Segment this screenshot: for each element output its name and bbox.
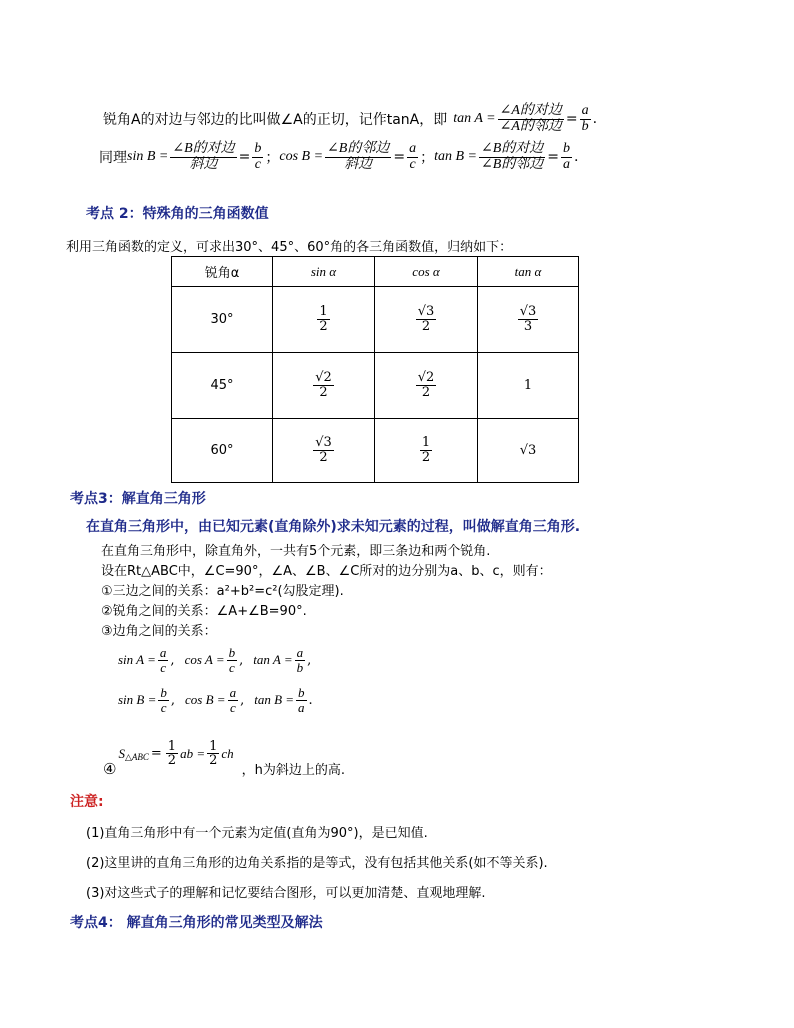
tan45: 1 bbox=[478, 353, 579, 419]
tan-b-a: b bbox=[563, 140, 570, 156]
area-sub: △ABC bbox=[124, 752, 149, 763]
area-f2-n: 1 bbox=[209, 738, 218, 754]
sin-b2-sep: , bbox=[170, 692, 176, 708]
tan-definition-line bbox=[103, 101, 597, 137]
sin-b2-lhs: sin B = bbox=[118, 692, 157, 707]
tan-b2-n: b bbox=[298, 684, 305, 700]
note-heading: 注意: bbox=[70, 794, 104, 810]
cos-b-a: a bbox=[409, 140, 417, 156]
header-cos: cos α bbox=[375, 257, 478, 287]
header-tan: tan α bbox=[478, 257, 579, 287]
cos-b-lhs: cos B = bbox=[279, 149, 324, 164]
area-tail: ，h为斜边上的高. bbox=[241, 763, 346, 778]
cos-a-lhs: cos A = bbox=[184, 652, 225, 667]
cos45-den: 2 bbox=[421, 385, 431, 400]
tan-b-num: ∠B的对边 bbox=[480, 140, 544, 156]
cos-b-b: c bbox=[409, 156, 416, 172]
area-eq: = bbox=[150, 746, 162, 762]
area-ab: ab = bbox=[180, 745, 206, 761]
angle-60: 60° bbox=[172, 419, 273, 483]
area-ch: ch bbox=[221, 745, 234, 761]
table-header-row bbox=[172, 257, 579, 287]
relations-row-b bbox=[118, 680, 313, 720]
sep-2: ； bbox=[420, 150, 435, 166]
area-s: S bbox=[118, 745, 125, 761]
cos60-num: 1 bbox=[421, 435, 431, 451]
tan-a-end: . bbox=[592, 111, 598, 127]
cos60-den: 2 bbox=[421, 450, 431, 465]
tan-a-ratio bbox=[498, 104, 564, 134]
tan-b-lhs: tan B = bbox=[434, 149, 477, 164]
tan60: √3 bbox=[478, 419, 579, 483]
section-2-heading: 考点 2：特殊角的三角函数值 bbox=[86, 206, 269, 222]
area-formula bbox=[103, 734, 345, 778]
tan30-num: √3 bbox=[519, 304, 537, 320]
header-angle: 锐角α bbox=[172, 257, 273, 287]
tan-a-den-letter: b bbox=[581, 118, 589, 134]
sin-a-lhs: sin A = bbox=[118, 652, 156, 667]
relation-sides-angles: ③边角之间的关系： bbox=[101, 624, 217, 639]
sin60-num: √3 bbox=[315, 435, 332, 451]
note-3: (3)对这些式子的理解和记忆要结合图形，可以更加清楚、直观地理解. bbox=[86, 886, 486, 901]
paragraph-setup: 设在Rt△ABC中，∠C=90°，∠A、∠B、∠C所对的边分别为a、b、c，则有： bbox=[101, 564, 552, 579]
section-2-intro: 利用三角函数的定义，可求出30°、45°、60°角的各三角函数值，归纳如下： bbox=[66, 240, 513, 255]
trig-values-table bbox=[171, 256, 579, 483]
sin-b-b: c bbox=[254, 156, 261, 172]
same-prefix: 同理 bbox=[99, 150, 127, 166]
cos-a-sep: , bbox=[239, 652, 244, 668]
sin45-den: 2 bbox=[319, 385, 328, 400]
sin-b-den: 斜边 bbox=[189, 156, 218, 172]
area-f2-d: 2 bbox=[209, 753, 218, 769]
tan-b-den: ∠B的邻边 bbox=[480, 156, 544, 172]
sin30-den: 2 bbox=[319, 319, 328, 334]
sin45-num: √2 bbox=[315, 370, 332, 386]
area-f1-d: 2 bbox=[167, 753, 177, 769]
relation-angles: ②锐角之间的关系：∠A+∠B=90°. bbox=[101, 604, 307, 619]
sep-1: ； bbox=[265, 150, 280, 166]
note-2: (2)这里讲的直角三角形的边角关系指的是等式，没有包括其他关系(如不等关系). bbox=[86, 856, 548, 871]
tan-a2-n: a bbox=[296, 644, 304, 660]
cos-a-d: c bbox=[229, 659, 235, 675]
paragraph-elements: 在直角三角形中，除直角外，一共有5个元素，即三条边和两个锐角. bbox=[101, 544, 491, 559]
sin-b2-d: c bbox=[160, 699, 167, 715]
same-line: 同理 sin B = $\frac{\text{∠B的对边}}{\text{斜边}}$ = $\frac{b}{c}$ ； cos B = $\frac{\text{∠B的邻边}}{\text{斜边}}$ = $\frac{a}{c}$ ； tan B = $\frac{\text{∠B的对边}}{\text{∠B的邻边}}$ = $\frac{b}{a}$ . bbox=[99, 140, 579, 172]
tan-a-lhs: tan A = bbox=[453, 111, 496, 126]
area-f1-n: 1 bbox=[167, 738, 177, 754]
definition-solve-right-triangle: 在直角三角形中，由已知元素(直角除外)求未知元素的过程，叫做解直角三角形. bbox=[86, 519, 581, 535]
tan-b-b: a bbox=[563, 156, 570, 172]
cos-b2-sep: , bbox=[240, 692, 245, 708]
cos-b2-d: c bbox=[229, 699, 236, 715]
sin-a-sep: , bbox=[170, 652, 175, 668]
section-4-heading: 考点4： 解直角三角形的常见类型及解法 bbox=[70, 915, 323, 931]
area-marker: ④ bbox=[103, 760, 117, 778]
cos30-den: 2 bbox=[421, 319, 431, 334]
sin-a-n: a bbox=[159, 644, 167, 660]
sin-a-d: c bbox=[160, 659, 167, 675]
table-row bbox=[172, 419, 579, 483]
tan-a-eq: = bbox=[565, 111, 578, 127]
cos30-num: √3 bbox=[417, 304, 435, 320]
sin60-den: 2 bbox=[319, 450, 328, 465]
tan-definition-text: 锐角A的对边与邻边的比叫做∠A的正切，记作tanA，即 bbox=[103, 112, 448, 128]
cos-b2-n: a bbox=[229, 684, 237, 700]
sin-b2-n: b bbox=[160, 684, 167, 700]
line2-end: . bbox=[574, 149, 579, 165]
sin-b-a: b bbox=[254, 140, 262, 156]
tan-a-denominator: ∠A的邻边 bbox=[499, 118, 562, 134]
cos45-num: √2 bbox=[417, 370, 435, 386]
table-row bbox=[172, 353, 579, 419]
cos-a-n: b bbox=[228, 644, 236, 660]
tan-b2-lhs: tan B = bbox=[254, 692, 295, 707]
header-sin: sin α bbox=[273, 257, 375, 287]
tan-a-letters bbox=[580, 104, 591, 134]
cos-b-den: 斜边 bbox=[344, 156, 373, 172]
tan-a2-sep: , bbox=[307, 652, 312, 668]
cos-b2-lhs: cos B = bbox=[185, 692, 226, 707]
tan-b2-sep: . bbox=[308, 692, 313, 708]
sin30-num: 1 bbox=[319, 304, 328, 320]
section-3-heading: 考点3：解直角三角形 bbox=[70, 491, 206, 507]
tan-a2-d: b bbox=[296, 659, 304, 675]
tan-a-numerator: ∠A的对边 bbox=[499, 102, 562, 118]
angle-30: 30° bbox=[172, 287, 273, 353]
relations-row-a bbox=[118, 640, 311, 680]
note-1: (1)直角三角形中有一个元素为定值(直角为90°)，是已知值. bbox=[86, 826, 428, 841]
angle-45: 45° bbox=[172, 353, 273, 419]
sin-b-num: ∠B的对边 bbox=[172, 140, 235, 156]
tan30-den: 3 bbox=[523, 319, 533, 334]
cos-b-num: ∠B的邻边 bbox=[327, 140, 390, 156]
relation-sides: ①三边之间的关系：a²+b²=c²(勾股定理). bbox=[101, 584, 344, 599]
table-row bbox=[172, 287, 579, 353]
tan-b2-d: a bbox=[298, 699, 305, 715]
tan-a-num-letter: a bbox=[581, 102, 589, 118]
tan-a2-lhs: tan A = bbox=[253, 652, 293, 667]
sin-b-lhs: sin B = bbox=[127, 149, 169, 164]
